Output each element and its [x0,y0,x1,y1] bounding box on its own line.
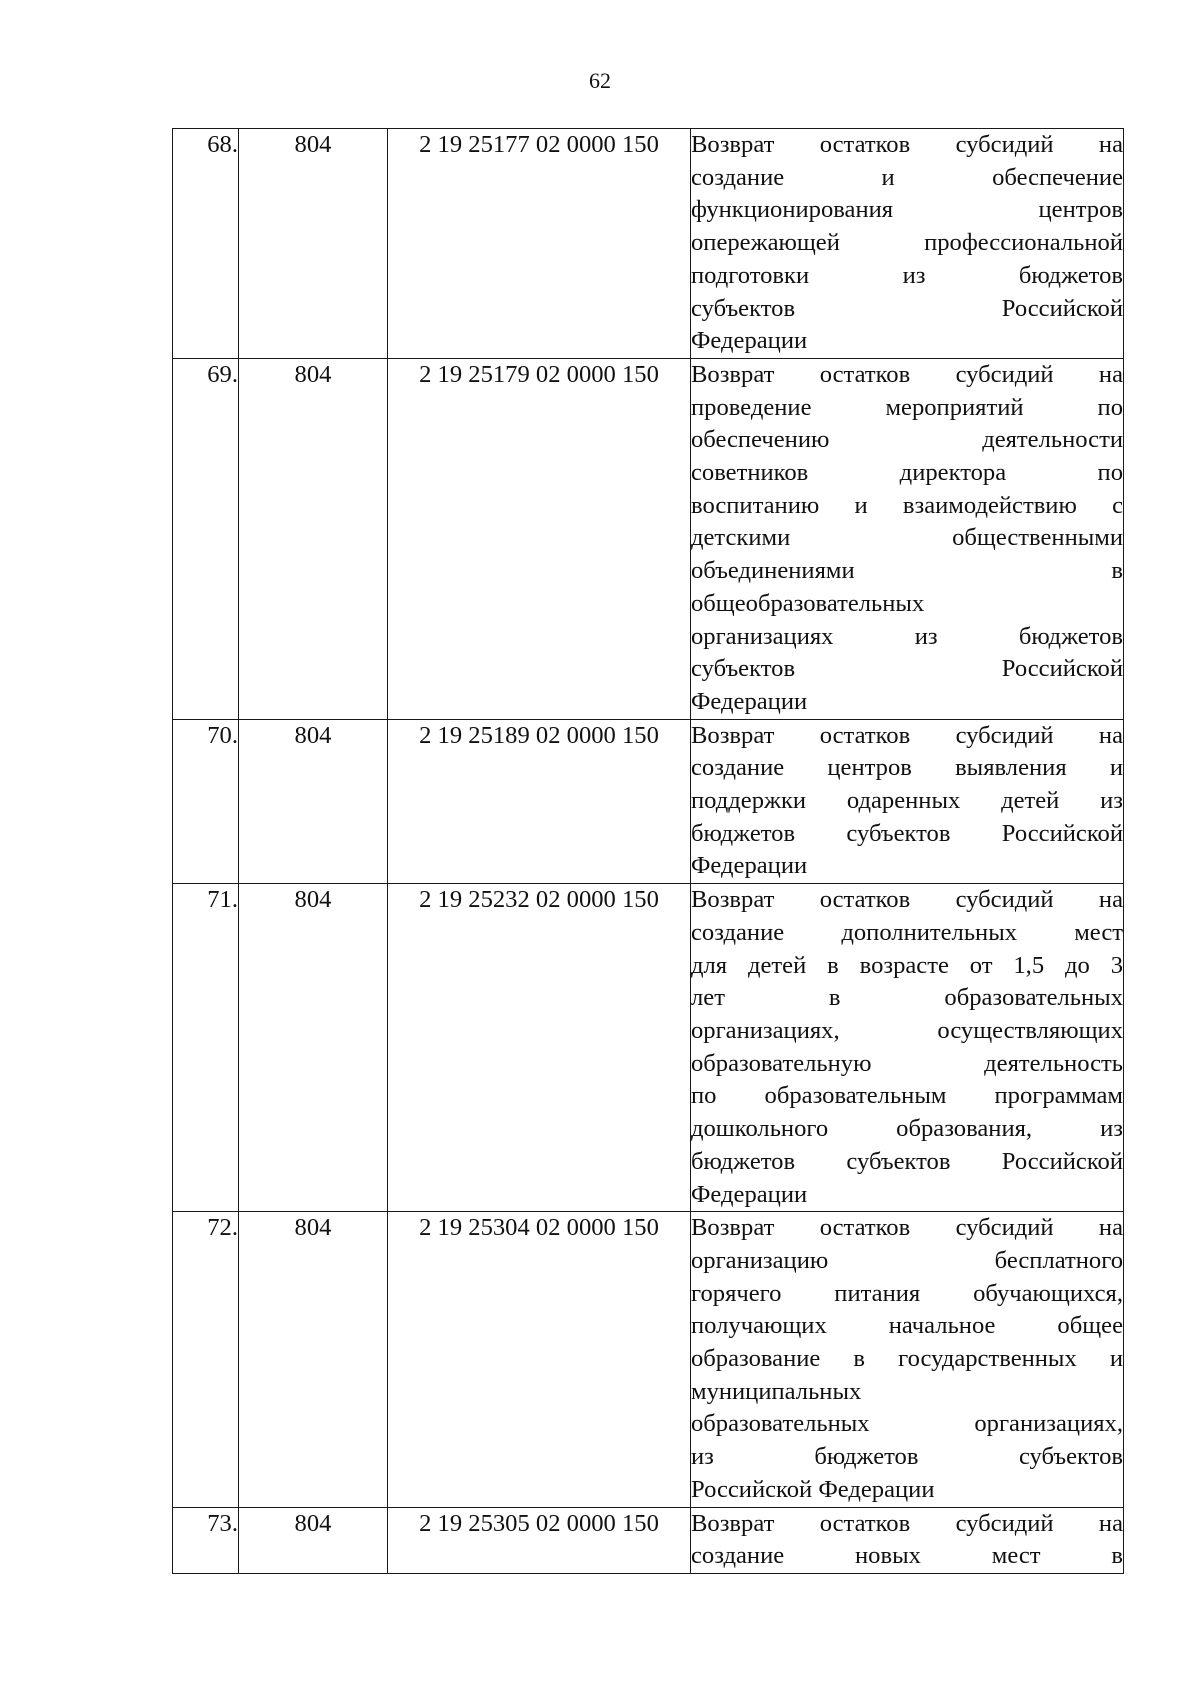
description-line: опережающей профессиональной [691,229,1123,257]
description-line: по образовательным программам [691,1082,1123,1110]
budget-classification-code-cell: 2 19 25304 02 0000 150 [388,1212,691,1507]
description-line: субъектов Российской [691,655,1123,683]
row-number-cell: 71. [173,884,239,1212]
table-row [173,884,1124,1212]
description-line: создание новых мест в [691,1542,1123,1570]
table-row [173,358,1124,719]
description-line: получающих начальное общее [691,1312,1123,1340]
description-line: проведение мероприятий по [691,393,1123,421]
description-line: Российской Федерации [691,1475,935,1503]
description-line: горячего питания обучающихся, [691,1279,1123,1307]
row-number-cell: 69. [173,358,239,719]
description-line: подготовки из бюджетов [691,261,1123,289]
description-line: функционирования центров [691,196,1123,224]
budget-classification-code-cell: 2 19 25189 02 0000 150 [388,719,691,884]
description-line: организациях, осуществляющих [691,1016,1123,1044]
description-cell [691,719,1124,884]
description-line: создание и обеспечение [691,163,1123,191]
row-number-cell: 72. [173,1212,239,1507]
description-line: Возврат остатков субсидий на [691,721,1123,749]
description-line: Возврат остатков субсидий на [691,886,1123,914]
description-line: дошкольного образования, из [691,1115,1123,1143]
description-line: Возврат остатков субсидий на [691,1214,1123,1242]
description-line: лет в образовательных [691,984,1123,1012]
description-cell [691,358,1124,719]
description-line: Федерации [691,852,808,880]
description-line: советников директора по [691,459,1123,487]
table-row [173,129,1124,359]
description-line: поддержки одаренных детей из [691,787,1123,815]
admin-code-cell: 804 [239,1507,388,1573]
budget-classification-code-cell: 2 19 25232 02 0000 150 [388,884,691,1212]
description-line: для детей в возрасте от 1,5 до 3 [691,951,1123,979]
admin-code-cell: 804 [239,719,388,884]
page-number: 62 [589,68,611,93]
budget-classification-code-cell: 2 19 25305 02 0000 150 [388,1507,691,1573]
budget-classification-code-cell: 2 19 25177 02 0000 150 [388,129,691,359]
description-line: образовательную деятельность [691,1049,1123,1077]
description-line: воспитанию и взаимодействию с [691,491,1123,519]
description-line: Возврат остатков субсидий на [691,360,1123,388]
budget-classification-code-cell: 2 19 25179 02 0000 150 [388,358,691,719]
budget-code-table [172,128,1124,1574]
row-number-cell: 73. [173,1507,239,1573]
admin-code-cell: 804 [239,1212,388,1507]
description-line: детскими общественными [691,524,1123,552]
description-line: Федерации [691,327,808,355]
description-line: бюджетов субъектов Российской [691,819,1123,847]
description-line: образовательных организациях, [691,1410,1123,1438]
description-line: бюджетов субъектов Российской [691,1147,1123,1175]
description-line: муниципальных [691,1377,862,1405]
description-cell [691,1212,1124,1507]
description-line: объединениями в [691,557,1123,585]
table-row [173,719,1124,884]
admin-code-cell: 804 [239,358,388,719]
description-line: Возврат остатков субсидий на [691,131,1123,158]
description-cell [691,129,1124,359]
admin-code-cell: 804 [239,884,388,1212]
description-line: Федерации [691,687,808,715]
table-row [173,1212,1124,1507]
description-cell [691,884,1124,1212]
description-line: создание центров выявления и [691,754,1123,782]
description-line: Возврат остатков субсидий на [691,1509,1123,1537]
description-line: субъектов Российской [691,294,1123,322]
description-line: обеспечению деятельности [691,426,1123,454]
description-line: организациях из бюджетов [691,622,1123,650]
description-line: организацию бесплатного [691,1246,1123,1274]
description-line: создание дополнительных мест [691,918,1123,946]
description-line: из бюджетов субъектов [691,1443,1123,1471]
row-number-cell: 68. [173,129,239,359]
description-line: общеобразовательных [691,589,925,617]
admin-code-cell: 804 [239,129,388,359]
description-cell [691,1507,1124,1573]
table-row [173,1507,1124,1573]
description-line: образование в государственных и [691,1345,1123,1373]
row-number-cell: 70. [173,719,239,884]
description-line: Федерации [691,1180,808,1208]
